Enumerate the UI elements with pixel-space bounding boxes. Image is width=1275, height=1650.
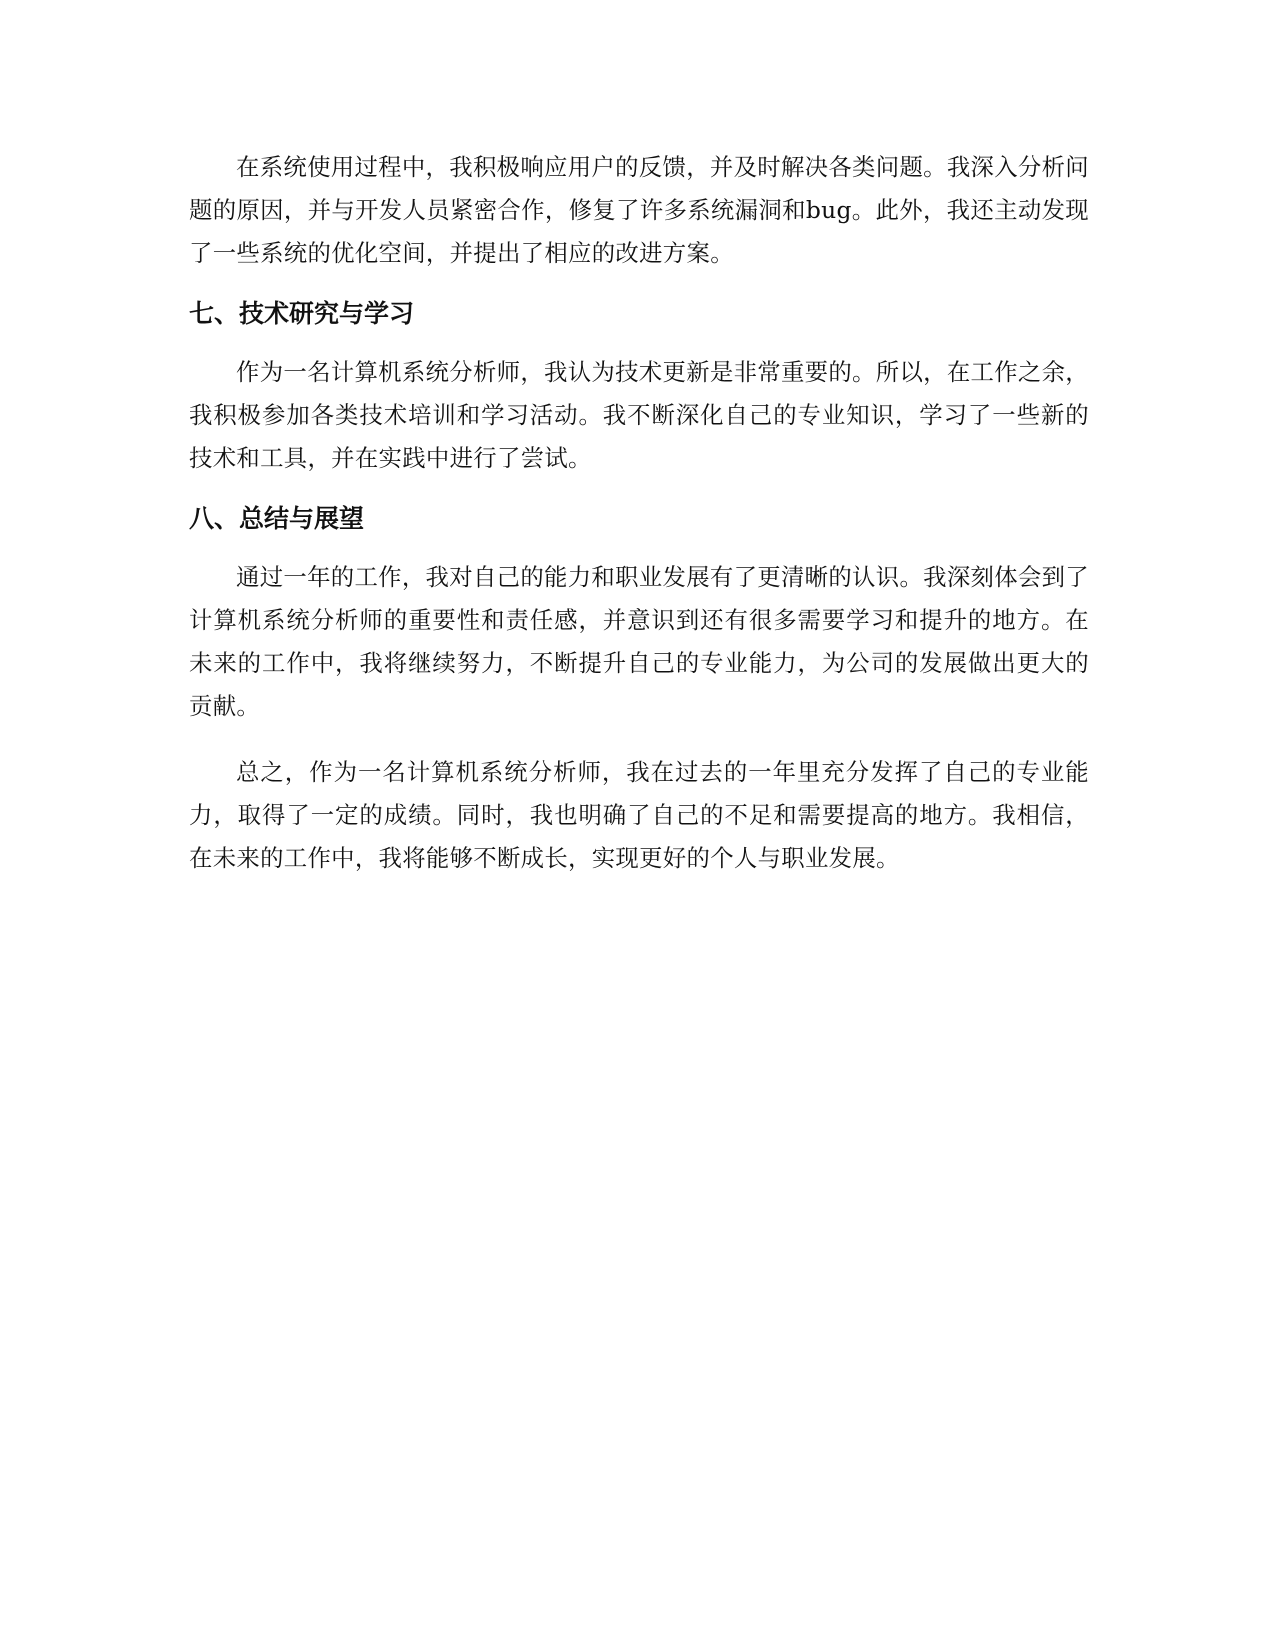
paragraph-summary-reflection: 通过一年的工作，我对自己的能力和职业发展有了更清晰的认识。我深刻体会到了计算机系统分析师的重要性和责任感，并意识到还有很多需要学习和提升的地方。在未来的工作中，我将继续努力，不断提升自己的专业能力，为公司的发展做出更大的贡献。 [189, 563, 1089, 720]
paragraph-system-usage: 在系统使用过程中，我积极响应用户的反馈，并及时解决各类问题。我深入分析问题的原因，并与开发人员紧密合作，修复了许多系统漏洞和bug。此外，我还主动发现了一些系统的优化空间，并提出了相应的改进方案。 [189, 153, 1089, 267]
section-heading-summary: 八、总结与展望 [189, 504, 365, 533]
paragraph-summary-conclusion: 总之，作为一名计算机系统分析师，我在过去的一年里充分发挥了自己的专业能力，取得了一定的成绩。同时，我也明确了自己的不足和需要提高的地方。我相信，在未来的工作中，我将能够不断成长，实现更好的个人与职业发展。 [189, 758, 1089, 872]
section-heading-tech-research: 七、技术研究与学习 [189, 299, 415, 328]
paragraph-tech-research: 作为一名计算机系统分析师，我认为技术更新是非常重要的。所以，在工作之余，我积极参加各类技术培训和学习活动。我不断深化自己的专业知识，学习了一些新的技术和工具，并在实践中进行了尝试。 [189, 358, 1089, 472]
document-body [189, 146, 1089, 880]
